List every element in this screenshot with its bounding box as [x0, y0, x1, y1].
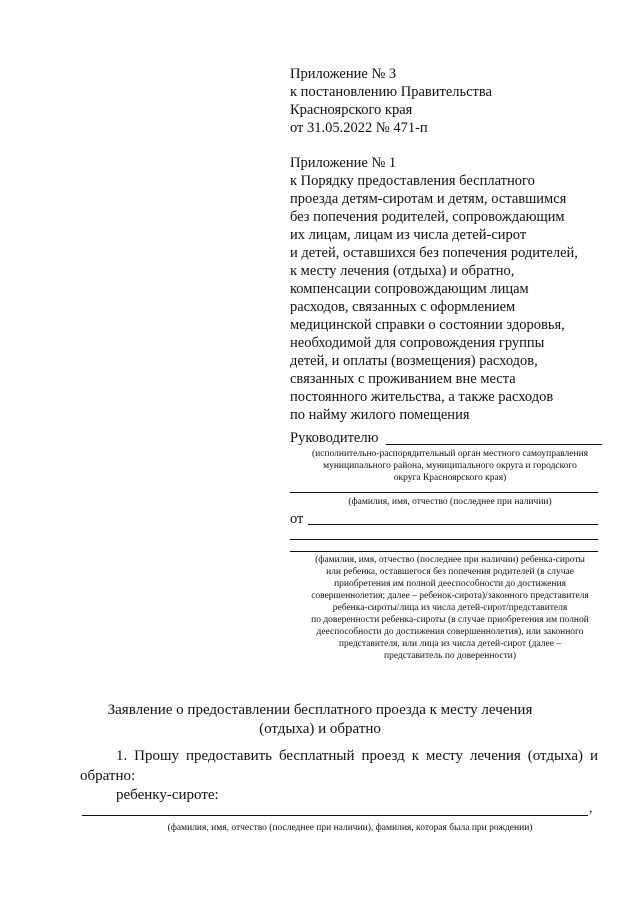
appendix1-line-15: по найму жилого помещения [290, 407, 470, 423]
child-hint: (фамилия, имя, отчество (последнее при наличии), фамилия, которая была при рождении) [167, 823, 533, 833]
to-hint-line-3: округа Красноярского края) [393, 473, 507, 483]
child-fill-comma: , [589, 801, 593, 816]
appendix3-line-4: от 31.05.2022 № 471-п [290, 120, 428, 136]
to-hint-line-2: муниципального района, муниципального округа и городского [323, 461, 577, 471]
appendix1-line-12: детей, и оплаты (возмещения) расходов, [290, 353, 538, 369]
document-title-line-1: Заявление о предоставлении бесплатного проезда к месту лечения [107, 702, 533, 718]
document-title-line-2: (отдыха) и обратно [259, 721, 381, 737]
appendix3-line-2: к постановлению Правительства [290, 84, 492, 100]
to-fill-line[interactable] [386, 444, 602, 445]
appendix1-line-9: расходов, связанных с оформлением [290, 299, 516, 315]
appendix3-line-1: Приложение № 3 [290, 66, 397, 82]
appendix1-line-14: постоянного жительства, а также расходов [290, 389, 554, 405]
appendix1-line-8: компенсации сопровождающим лицам [290, 281, 529, 297]
appendix1-line-11: необходимой для сопровождения группы [290, 335, 545, 351]
to-label: Руководителю [290, 430, 379, 446]
from-hint-line-8: представителя, или лица из числа детей-сирот (далее – [338, 639, 562, 649]
appendix1-line-7: к месту лечения (отдыха) и обратно, [290, 263, 515, 279]
from-hint-line-7: дееспособности до достижения совершеннолетия), или законного [316, 627, 584, 637]
from-hint-line-4: совершеннолетия; далее – ребенок-сирота)/законного представителя [311, 591, 589, 601]
from-fill-line-2[interactable] [290, 539, 598, 540]
child-fill-line[interactable] [82, 815, 588, 816]
from-hint-line-1: (фамилия, имя, отчество (последнее при наличии) ребенка-сироты [315, 555, 585, 565]
from-hint-line-6: по доверенности ребенка-сироты (в случае приобретения им полной [311, 615, 589, 625]
from-hint-line-9: представитель по доверенности) [383, 651, 517, 661]
appendix1-line-1: Приложение № 1 [290, 155, 397, 171]
paragraph-1-text: 1. Прошу предоставить бесплатный проезд к месту лечения (отдыха) и обратно: [80, 748, 598, 784]
from-hint-line-2: или ребенка, оставшегося без попечения родителей (в случае [326, 567, 574, 577]
from-hint-line-5: ребенка-сироты/лица из числа детей-сирот/представителя [332, 603, 568, 613]
appendix1-line-13: связанных с проживанием вне места [290, 371, 516, 387]
from-label: от [290, 511, 304, 527]
fio-hint: (фамилия, имя, отчество (последнее при наличии) [348, 497, 552, 507]
appendix1-line-6: и детей, оставшихся без попечения родителей, [290, 245, 578, 261]
appendix3-line-3: Красноярского края [290, 102, 413, 118]
appendix1-line-2: к Порядку предоставления бесплатного [290, 173, 535, 189]
from-fill-line-1[interactable] [308, 524, 598, 525]
appendix1-line-3: проезда детям-сиротам и детям, оставшимся [290, 191, 567, 207]
child-label: ребенку-сироте: [116, 787, 219, 803]
appendix1-line-10: медицинской справки о состоянии здоровья, [290, 317, 565, 333]
from-hint-line-3: приобретения им полной дееспособности до достижения [334, 579, 566, 589]
to-hint-line-1: (исполнительно-распорядительный орган местного самоуправления [311, 449, 589, 459]
fio-fill-line[interactable] [290, 492, 598, 493]
paragraph-1 [80, 746, 598, 786]
from-fill-line-3[interactable] [290, 551, 598, 552]
appendix1-line-4: без попечения родителей, сопровождающим [290, 209, 565, 225]
appendix1-line-5: их лицам, лицам из числа детей-сирот [290, 227, 527, 243]
